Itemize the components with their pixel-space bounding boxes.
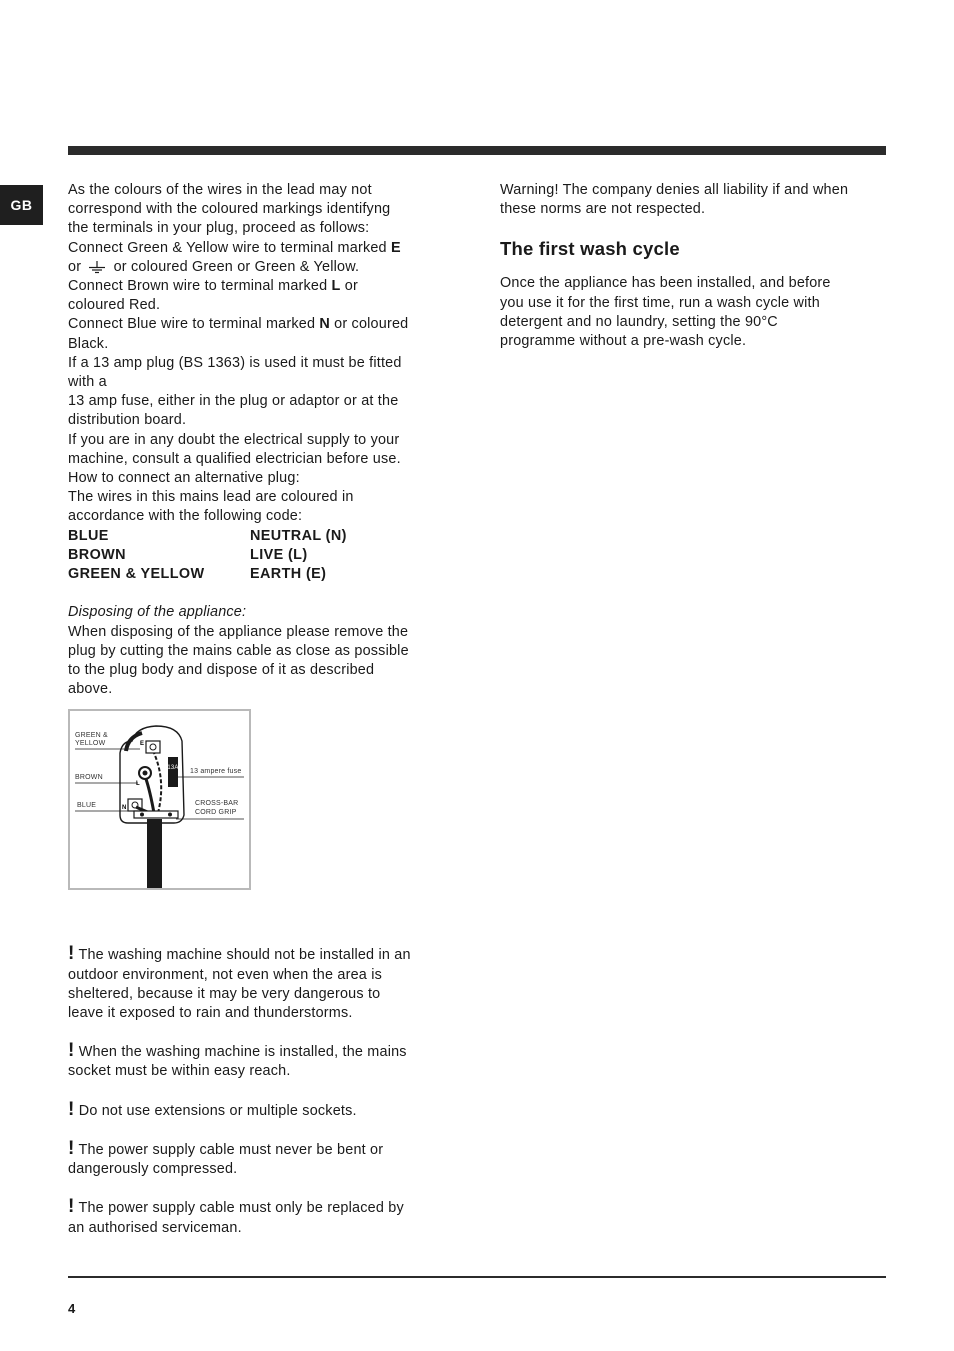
first-wash-line: programme without a pre-wash cycle. [500, 333, 747, 350]
spacer [68, 584, 448, 603]
safety-warning [68, 1041, 448, 1062]
header-rule [68, 146, 886, 155]
terminal-l-label: L [136, 781, 140, 788]
plug-line: If a 13 amp plug (BS 1363) is used it must be fitted [68, 354, 402, 371]
warning-line: dangerously compressed. [68, 1161, 238, 1178]
plug-line: The wires in this mains lead are coloured in [68, 489, 354, 506]
plug-line: with a [68, 374, 107, 391]
safety-warning [68, 1139, 448, 1160]
disposing-line: to the plug body and dispose of it as described [68, 662, 375, 679]
wire-colour: BLUE [68, 527, 109, 544]
label-green-yellow-1: GREEN & [75, 732, 108, 740]
mains-cable [147, 819, 162, 888]
intro-line: As the colours of the wires in the lead may not [68, 182, 372, 198]
green-yellow-instruction [68, 239, 448, 258]
table-row [68, 565, 347, 584]
plug-line: If you are in any doubt the electrical supply to your [68, 431, 400, 448]
warning-mark-icon: ! [68, 1196, 75, 1218]
brown-instruction [68, 277, 448, 296]
instruction-text: or coloured Green or Green & Yellow. [109, 258, 360, 275]
intro-line: the terminals in your plug, proceed as follows: [68, 220, 370, 237]
spacer [68, 1082, 448, 1100]
warning-mark-icon: ! [68, 1137, 75, 1159]
intro-line: correspond with the coloured markings identifyng [68, 201, 391, 218]
green-yellow-wire [154, 753, 161, 813]
label-blue: BLUE [77, 802, 97, 810]
section-title: The first wash cycle [500, 238, 680, 260]
wire-meaning: NEUTRAL (N) [250, 527, 347, 544]
plug-line: machine, consult a qualified electrician before use. [68, 450, 401, 467]
earth-terminal [146, 741, 160, 753]
terminal-e-label: E [140, 741, 145, 748]
instruction-text: Connect Green & Yellow wire to terminal marked [68, 239, 391, 256]
disposing-line: above. [68, 681, 113, 698]
warning-text: Do not use extensions or multiple sockets. [74, 1102, 357, 1119]
wire-meaning: LIVE (L) [250, 546, 308, 563]
plug-wiring-drawing [70, 711, 249, 888]
terminal-screw [143, 771, 148, 776]
warning-text: The washing machine should not be installed in an [74, 947, 411, 964]
plug-line: accordance with the following code: [68, 508, 303, 525]
instruction-text: Connect Brown wire to terminal marked [68, 278, 332, 295]
green-yellow-instruction-cont [68, 258, 448, 277]
wire-colour: GREEN & YELLOW [68, 566, 205, 583]
right-column [500, 181, 880, 351]
terminal-letter: E [390, 239, 401, 256]
spacer [68, 1121, 448, 1139]
warning-mark-icon: ! [68, 943, 75, 965]
plug-wiring-diagram [68, 709, 251, 890]
label-fuse: 13 ampere fuse [190, 768, 242, 776]
terminal-letter: L [331, 278, 341, 295]
table-row [68, 527, 347, 546]
warning-text: The power supply cable must never be bent or [74, 1141, 384, 1158]
table-row [68, 546, 347, 565]
fuse [168, 757, 178, 787]
left-column [68, 181, 448, 1238]
terminal-letter: N [319, 316, 330, 333]
wire-colour-code-table [68, 527, 347, 585]
instruction-text: Connect Blue wire to terminal marked [68, 316, 320, 333]
footer-rule [68, 1276, 886, 1278]
plug-line: 13 amp fuse, either in the plug or adaptor or at the [68, 393, 399, 410]
instruction-text: or [68, 258, 82, 275]
wire-meaning: EARTH (E) [250, 566, 327, 583]
label-crossbar-1: CROSS-BAR [195, 800, 239, 808]
blue-instruction [68, 315, 448, 334]
warning-line: outdoor environment, not even when the area is [68, 966, 382, 983]
warning-line: an authorised serviceman. [68, 1219, 242, 1236]
disposing-line: When disposing of the appliance please remove the [68, 623, 409, 640]
warning-text: When the washing machine is installed, the mains [74, 1044, 407, 1061]
plug-line: How to connect an alternative plug: [68, 470, 300, 487]
plug-line: distribution board. [68, 412, 187, 429]
label-crossbar-2: CORD GRIP [195, 809, 237, 817]
grip-screw [140, 813, 144, 817]
disposing-heading: Disposing of the appliance: [68, 604, 247, 621]
warning-line: leave it exposed to rain and thunderstorms. [68, 1005, 353, 1022]
fuse-mark: 13A [167, 765, 179, 772]
first-wash-line: Once the appliance has been installed, and before [500, 275, 831, 292]
earth-symbol-icon [87, 260, 107, 274]
label-brown: BROWN [75, 774, 103, 782]
page-number: 4 [68, 1301, 76, 1316]
first-wash-line: you use it for the first time, run a wash cycle with [500, 294, 820, 311]
instruction-text: or coloured [329, 316, 409, 333]
liability-warning-line: these norms are not respected. [500, 201, 706, 218]
wire-colour: BROWN [68, 546, 126, 563]
spacer [68, 890, 448, 944]
spacer [68, 1179, 448, 1197]
spacer [68, 1023, 448, 1041]
blue-instruction-cont: Black. [68, 335, 109, 352]
liability-warning-line: Warning! The company denies all liability if and when [500, 182, 849, 198]
first-wash-line: detergent and no laundry, setting the 90°C [500, 313, 778, 330]
brown-instruction-cont: coloured Red. [68, 297, 161, 314]
warning-mark-icon: ! [68, 1040, 75, 1062]
warning-line: socket must be within easy reach. [68, 1063, 291, 1080]
safety-warning [68, 1197, 448, 1218]
label-green-yellow-2: YELLOW [75, 740, 106, 748]
disposing-line: plug by cutting the mains cable as close as possible [68, 642, 409, 659]
warning-mark-icon: ! [68, 1098, 75, 1120]
safety-warning [68, 1100, 448, 1121]
grip-screw [168, 813, 172, 817]
brown-wire [146, 779, 154, 813]
language-tab: GB [0, 185, 43, 225]
warning-line: sheltered, because it may be very dangerous to [68, 985, 381, 1002]
warning-text: The power supply cable must only be replaced by [74, 1200, 404, 1217]
safety-warning [68, 944, 448, 965]
terminal-n-label: N [122, 805, 127, 812]
instruction-text: or [340, 278, 358, 295]
